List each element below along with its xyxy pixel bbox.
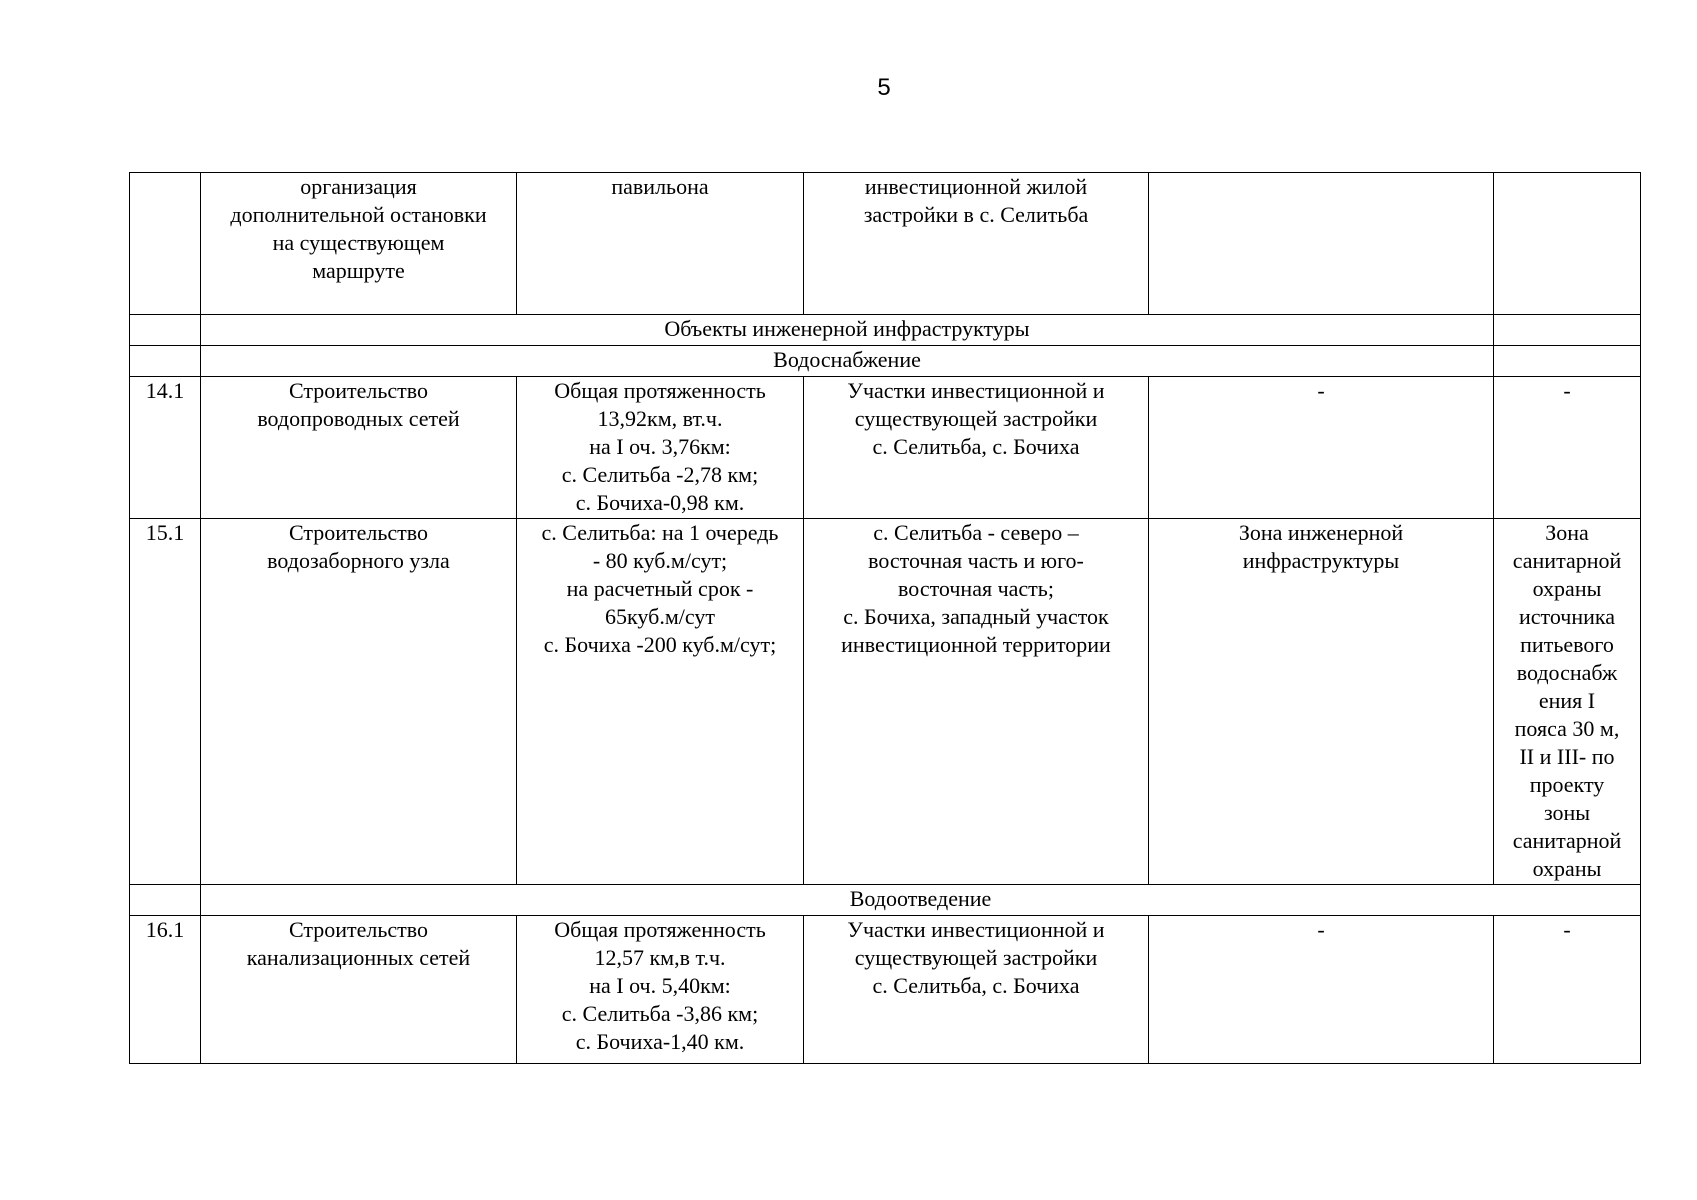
table-row — [130, 519, 1641, 885]
objects-table — [129, 172, 1641, 1064]
section-heading-sewerage: Водоотведение — [201, 885, 1641, 916]
object-location-cell: Участки инвестиционной и существующей застройки с. Селитьба, с. Бочиха — [804, 377, 1149, 519]
functional-zone-cell: Зона инженерной инфраструктуры — [1149, 519, 1494, 885]
restrictions-cell: - — [1494, 916, 1641, 1064]
section-heading-infrastructure: Объекты инженерной инфраструктуры — [201, 315, 1494, 346]
table-row — [130, 377, 1641, 519]
section-row — [130, 315, 1641, 346]
object-name-cell: Строительство водопроводных сетей — [201, 377, 517, 519]
object-parameters-cell: с. Селитьба: на 1 очередь - 80 куб.м/сут; на расчетный срок - 65куб.м/сут с. Бочиха -200 куб.м/сут; — [517, 519, 804, 885]
section-heading-water-supply: Водоснабжение — [201, 346, 1494, 377]
functional-zone-cell — [1149, 173, 1494, 315]
row-number-cell: 15.1 — [130, 519, 201, 885]
page-number: 5 — [877, 74, 891, 101]
restrictions-cell: Зона санитарной охраны источника питьевого водоснабж ения I пояса 30 м, II и III- по проекту зоны санитарной охраны — [1494, 519, 1641, 885]
section-row — [130, 885, 1641, 916]
functional-zone-cell: - — [1149, 916, 1494, 1064]
restrictions-cell — [1494, 173, 1641, 315]
object-location-cell: с. Селитьба - северо – восточная часть и юго- восточная часть; с. Бочиха, западный участок инвестиционной территории — [804, 519, 1149, 885]
section-row — [130, 346, 1641, 377]
restrictions-cell: - — [1494, 377, 1641, 519]
row-number-cell: 16.1 — [130, 916, 201, 1064]
row-number-cell: 14.1 — [130, 377, 201, 519]
functional-zone-cell: - — [1149, 377, 1494, 519]
object-location-cell: Участки инвестиционной и существующей застройки с. Селитьба, с. Бочиха — [804, 916, 1149, 1064]
object-parameters-cell: павильона — [517, 173, 804, 315]
object-name-cell: Строительство канализационных сетей — [201, 916, 517, 1064]
object-location-cell: инвестиционной жилой застройки в с. Селитьба — [804, 173, 1149, 315]
object-parameters-cell: Общая протяженность 12,57 км,в т.ч. на I оч. 5,40км: с. Селитьба -3,86 км; с. Бочиха-1,40 км. — [517, 916, 804, 1064]
row-number-cell — [130, 173, 201, 315]
object-parameters-cell: Общая протяженность 13,92км, вт.ч. на I оч. 3,76км: с. Селитьба -2,78 км; с. Бочиха-0,98 км. — [517, 377, 804, 519]
table-row — [130, 916, 1641, 1064]
object-name-cell: Строительство водозаборного узла — [201, 519, 517, 885]
table-row — [130, 173, 1641, 315]
object-name-cell: организация дополнительной остановки на существующем маршруте — [201, 173, 517, 315]
